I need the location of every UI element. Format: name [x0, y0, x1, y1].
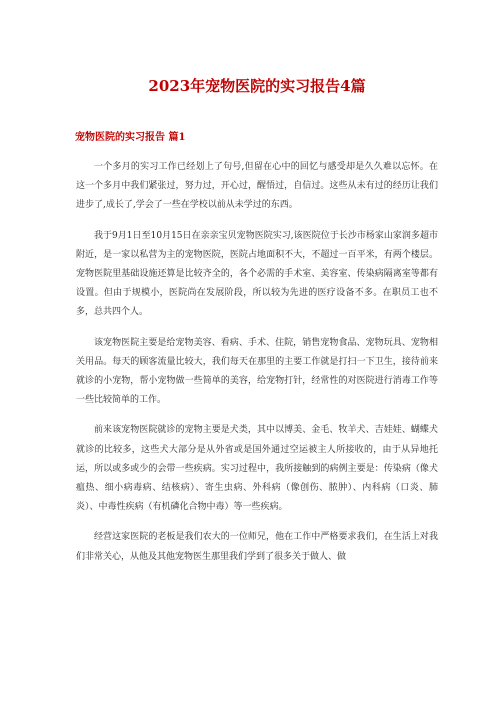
- document-title: 2023年宠物医院的实习报告4篇: [148, 77, 366, 95]
- paragraph-4: 前来该宠物医院就诊的宠物主要是犬类，其中以博美、金毛、牧羊犬、吉娃娃、蝴蝶犬就诊的比较多，这些犬大部分是从外省或是国外通过空运被主人所接收的，由于从异地托运，所以或多或少的会带一些疾病。实习过程中，我所接触到的病例主要是：传染病（像犬瘟热、细小病毒病、结核病）、寄生虫病、外科病（像创伤、脓肿）、内科病（口炎、肺炎）、中毒性疾病（有机磷化合物中毒）等一些疾病。: [76, 425, 438, 513]
- paragraph-5: 经营这家医院的老板是我们农大的一位师兄，他在工作中严格要求我们，在生活上对我们非常关心，从他及其他宠物医生那里我们学到了很多关于做人、做: [76, 532, 438, 562]
- paragraph-1: 一个多月的实习工作已经划上了句号,但留在心中的回忆与感受却是久久难以忘怀。在这一个多月中我们紧张过，努力过，开心过，醒悟过，自信过。这些从未有过的经历让我们进步了,成长了,学会了一些在学校以前从未学过的东西。: [76, 162, 438, 211]
- section-heading: 宠物医院的实习报告 篇1: [75, 132, 186, 143]
- paragraph-3: 该宠物医院主要是给宠物美容、看病、手术、住院，销售宠物食品、宠物玩具、宠物相关用品。每天的顾客流量比较大，我们每天在那里的主要工作就是打扫一下卫生，接待前来就诊的小宠物，帮小宠物做一些简单的美容，给宠物打针，经常性的对医院进行消毒工作等一些比较简单的工作。: [76, 337, 438, 406]
- paragraph-2: 我于9月1日至10月15日在亲亲宝贝宠物医院实习,该医院位于长沙市杨家山家润多超市附近，是一家以私营为主的宠物医院，医院占地面积不大，不超过一百平米，有两个楼层。宠物医院里基础设施还算是比较齐全的，各个必需的手术室、美容室、传染病隔离室等都有设置。但由于规模小，医院尚在发展阶段，所以较为先进的医疗设备不多。在职员工也不多，总共四个人。: [76, 230, 438, 318]
